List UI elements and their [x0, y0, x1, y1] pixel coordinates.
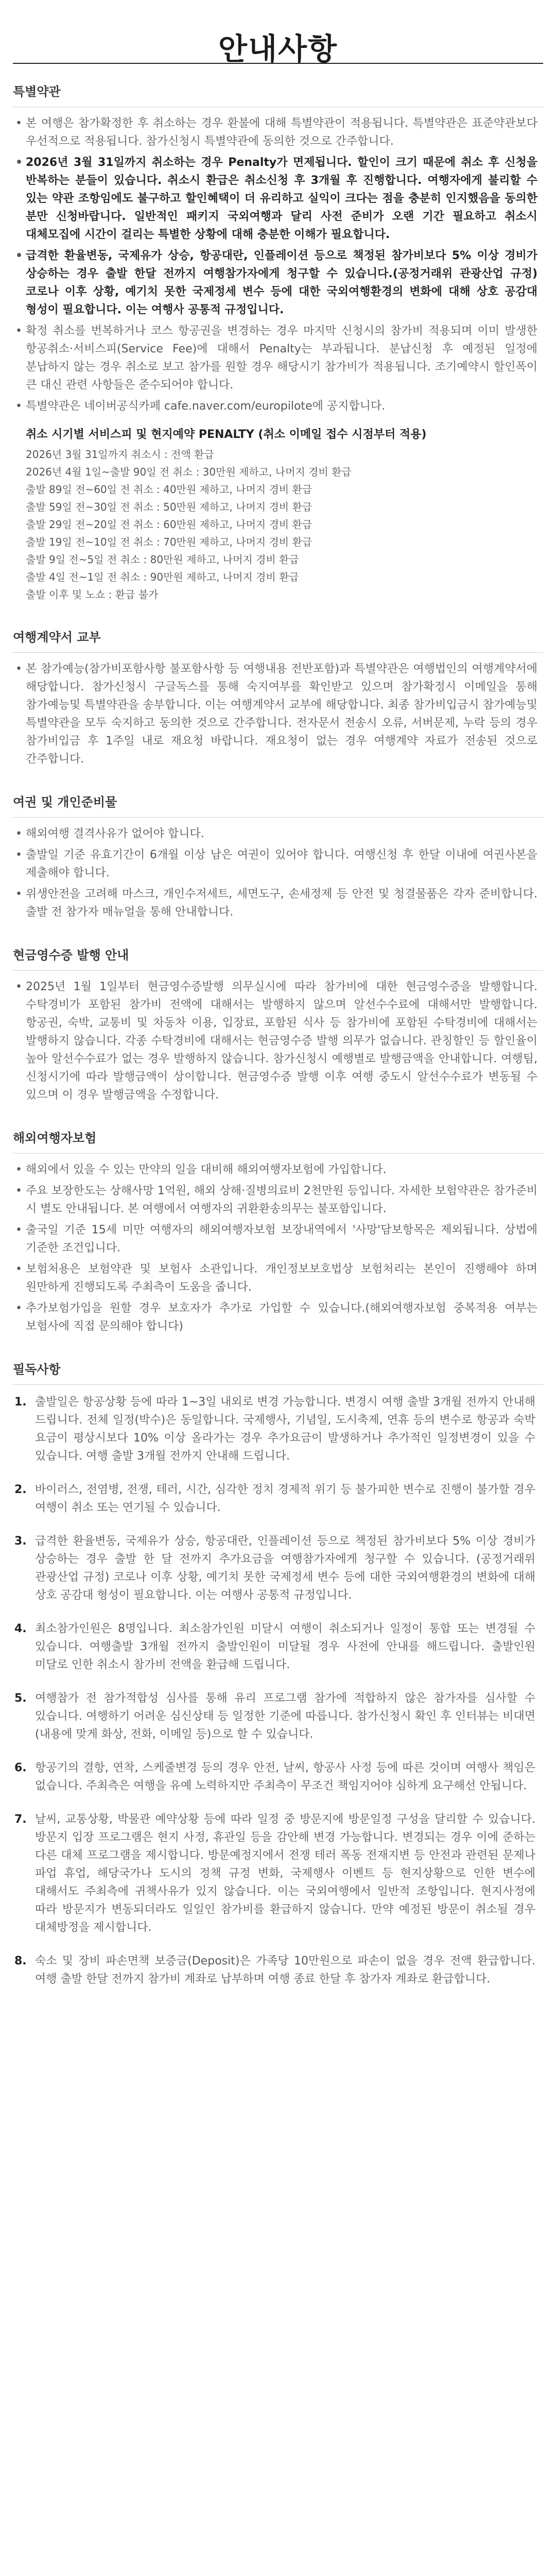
numbered-item [14, 1532, 535, 1604]
list-item: • 보험처용은 보험약관 및 보험사 소관입니다. 개인정보보호법상 보험처리는 본인이 진행해야 하며 원만하게 진행되도록 주최측이 도움을 줍니다. [26, 1260, 537, 1296]
list-item: • 출발일 기준 유효기간이 6개월 이상 남은 여권이 있어야 합니다. 여행신청 후 한달 이내에 여권사본을 제출해야 합니다. [26, 846, 537, 882]
must-read-list [0, 1393, 556, 1988]
list-item: • 해외에서 있을 수 있는 만약의 일을 대비해 해외여행자보험에 가입합니다. [26, 1161, 537, 1179]
penalty-row: 2026년 3월 31일까지 취소시 : 전액 환급 [26, 448, 214, 461]
list-item: • 2026년 3월 31일까지 취소하는 경우 Penalty가 면제됩니다. 할인이 크기 때문에 취소 후 신청을 반복하는 분들이 있습니다. 취소시 환급은 취소신청 후 3개월 후 진행합니다. 여행자에게 불리할 수 있는 약관 조항임에도 불구하고 할인혜택이 더 유리하고 실익이 크다는 점을 충분히 인지했음을 동의한 분만 신청바랍니다. 일반적인 패키지 국외여행과 달리 사전 준비가 오랜 기간 필요하고 취소시 대체모집에 시간이 걸리는 특별한 상황에 대해 충분한 이해가 필요합니다. [26, 154, 537, 244]
section-title-must-read: 필독사항 [13, 1362, 61, 1377]
list-item: • 확정 취소를 번복하거나 코스 항공권을 변경하는 경우 마지막 신청시의 참가비 적용되며 이미 발생한 항공취소·서비스피(Service Fee)에 대해서 Penalty는 부과됩니다. 분납신청 후 예정된 일정에 분납하지 않는 경우 취소로 보고 참가를 원할 경우 해당시기 참가비가 적용됩니다. 조기예약시 할인폭이 큰 대신 관련 사항들은 준수되어야 합니다. [26, 322, 537, 394]
list-item: • 본 참가예능(참가비포함사항 불포함사항 등 여행내용 전반포함)과 특별약관은 여행법인의 여행계약서에 해당합니다. 참가신청시 구글독스를 통해 숙지여부를 확인받고 있으며 참가확정시 이메일을 통해 참가예능및 특별약관을 송부합니다. 이는 여행계약서 교부에 해당합니다. 최종 참가비입금시 참가예능및 특별약관을 모두 숙지하고 동의한 것으로 간주합니다. 전자문서 전송시 오류, 서버문제, 누락 등의 경우 참가비입금 후 1주일 내로 재요청 바랍니다. 재요청이 없는 경우 여행계약 자료가 전송된 것으로 간주합니다. [26, 660, 537, 768]
section-title-special-terms: 특별약관 [13, 84, 61, 99]
section-title-receipt: 현금영수증 발행 안내 [13, 948, 129, 962]
list-item: • 주요 보장한도는 상해사망 1억원, 해외 상해·질병의료비 2천만원 등입니다. 자세한 보험약관은 참가준비 시 별도 안내됩니다. 본 여행에서 여행자의 귀환환송의무는 불포함입니다. [26, 1182, 537, 1218]
numbered-item [14, 1759, 535, 1795]
list-item: • 본 여행은 참가확정한 후 취소하는 경우 환불에 대해 특별약관이 적용됩니다. 특별약관은 표준약관보다 우선적으로 적용됩니다. 참가신청시 특별약관에 동의한 것으로 간주합니다. [26, 114, 537, 150]
item-number: 3. [14, 1535, 27, 1548]
item-text: 출발일은 항공상황 등에 따라 1~3일 내외로 변경 가능합니다. 변경시 여행 출발 3개월 전까지 안내해 드립니다. 전체 일정(박수)은 동일합니다. 국제행사, 기념일, 도시축제, 연휴 등의 변수로 항공과 숙박 요금이 평상시보다 10% 이상 올라가는 경우 추가요금이 발생하거나 추가적인 일정변경이 있을 수 있습니다. 여행 출발 3개월 전까지 안내해 드립니다. [35, 1396, 535, 1463]
penalty-row: 출발 89일 전~60일 전 취소 : 40만원 제하고, 나머지 경비 환급 [26, 483, 312, 496]
penalty-list [26, 446, 556, 603]
penalty-row: 출발 29일 전~20일 전 취소 : 60만원 제하고, 나머지 경비 환급 [26, 518, 312, 531]
section-title-insurance: 해외여행자보험 [13, 1131, 97, 1145]
penalty-row: 2026년 4월 1일~출발 90일 전 취소 : 30만원 제하고, 나머지 경비 환급 [26, 466, 352, 478]
item-text: 급격한 환율변동, 국제유가 상승, 항공대란, 인플레이션 등으로 책정된 참가비보다 5% 이상 경비가 상승하는 경우 출발 한 달 전까지 추가요금을 여행참가자에게 청구할 수 있습니다. (공정거래위 관광산업 규정) 코로나 이후 상황, 예기치 못한 국제정세 변수 등에 대한 국외여행환경의 변화에 대해 상호 공감대 형성이 필요합니다. 이는 여행사 공통적 규정입니다. [35, 1535, 535, 1602]
penalty-row: 출발 19일 전~10일 전 취소 : 70만원 제하고, 나머지 경비 환급 [26, 536, 312, 548]
contract-list [0, 660, 556, 768]
list-item: • 출국일 기준 15세 미만 여행자의 해외여행자보험 보장내역에서 '사망'담보항목은 제외됩니다. 상법에 기준한 조건입니다. [26, 1221, 537, 1257]
penalty-row: 출발 이후 및 노쇼 : 환급 불가 [26, 588, 159, 601]
section-divider [13, 1384, 543, 1385]
item-number: 5. [14, 1692, 27, 1705]
penalty-table-title: 취소 시기별 서비스피 및 현지예약 PENALTY (취소 이메일 접수 시점부터 적용) [26, 428, 427, 441]
list-item: • 특별약관은 네이버공식카페 cafe.naver.com/europilote에 공지합니다. [26, 397, 537, 415]
item-number: 7. [14, 1813, 27, 1826]
receipt-list [0, 978, 556, 1104]
passport-list [0, 825, 556, 921]
item-text: 여행참가 전 참가적합성 심사를 통해 유리 프로그램 참가에 적합하지 않은 참가자를 심사할 수 있습니다. 여행하기 어려운 심신상태 등 일정한 기준에 따릅니다. 참가신청시 확인 후 인터뷰는 비대면(내용에 맞게 화상, 전화, 이메일 등)으로 할 수 있습니다. [35, 1692, 535, 1741]
item-text: 날씨, 교통상황, 박물관 예약상황 등에 따라 일정 중 방문지에 방문일정 구성을 달리할 수 있습니다. 방문지 입장 프로그램은 현지 사정, 휴관일 등을 감안해 변경 가능합니다. 변경되는 경우 이에 준하는 다른 대체 프로그램을 제시합니다. 방문예정지에서 전쟁 테러 폭동 전재지변 등 안전과 관련된 문제나 파업 휴업, 해당국가나 도시의 정책 규정 변화, 국제행사 이벤트 등 현지상황으로 인한 변수에 대해서도 주최측에 귀책사유가 있지 않습니다. 이는 국외여행에서 일반적 조항입니다. 현지사정에 따라 방문지가 변동되더라도 일일인 참가비를 환급하지 않습니다. 만약 예정된 방문이 취소될 경우 대체방정을 제시합니다. [35, 1813, 535, 1934]
penalty-row: 출발 9일 전~5일 전 취소 : 80만원 제하고, 나머지 경비 환급 [26, 553, 299, 566]
item-text: 최소참가인원은 8명입니다. 최소참가인원 미달시 여행이 취소되거나 일정이 통합 또는 변경될 수 있습니다. 여행출발 3개월 전까지 출발인원이 미달될 경우 사전에 안내를 해드립니다. 출발인원 미달로 인한 취소시 참가비 전액을 환급해 드립니다. [35, 1622, 535, 1671]
item-text: 숙소 및 장비 파손면책 보증금(Deposit)은 가족당 10만원으로 파손이 없을 경우 전액 환급합니다. 여행 출발 한달 전까지 참가비 계좌로 납부하며 여행 종료 한달 후 참가자 계좌로 환급합니다. [35, 1955, 535, 1986]
section-title-passport: 여권 및 개인준비물 [13, 795, 117, 809]
numbered-item [14, 1689, 535, 1743]
item-number: 1. [14, 1396, 27, 1409]
list-item: • 2025년 1월 1일부터 현금영수증발행 의무실시에 따라 참가비에 대한 현금영수증을 발행합니다. 수탁경비가 포함된 참가비 전액에 대해서는 발행하지 않으며 알선수수료에 대해서만 발행합니다. 항공권, 숙박, 교통비 및 차동차 이용, 입장료, 포함된 식사 등 참가비에 포함된 수탁경비에 대해서는 발행하지 않습니다. 각종 수탁경비에 대해서는 현금영수증 발행 의무가 없습니다. 관칭할인 등 할인율이 높아 알선수수료가 없는 경우 발행하지 않습니다. 참가신청시 예행별로 발행금액을 안내합니다. 여행팀, 신청시기에 따라 발행금액이 상이합니다. 현금영수증 발행 이후 여행 중도시 알선수수료가 변동될 수 있으며 이 경우 발행금액을 수정합니다. [26, 978, 537, 1104]
section-title-contract: 여행계약서 교부 [13, 630, 101, 645]
penalty-row: 출발 59일 전~30일 전 취소 : 50만원 제하고, 나머지 경비 환급 [26, 501, 312, 513]
numbered-item [14, 1620, 535, 1674]
list-item: • 위생안전을 고려해 마스크, 개인수저세트, 세면도구, 손세정제 등 안전 및 청결물품은 각자 준비합니다. 출발 전 참가자 매뉴얼을 통해 안내합니다. [26, 885, 537, 921]
numbered-item [14, 1810, 535, 1937]
section-divider [13, 652, 543, 653]
list-item: • 해외여행 결격사유가 없어야 합니다. [26, 825, 537, 843]
penalty-row: 출발 4일 전~1일 전 취소 : 90만원 제하고, 나머지 경비 환급 [26, 571, 299, 583]
section-divider [13, 1153, 543, 1154]
section-divider [13, 817, 543, 818]
list-item: • 추가보험가입을 원할 경우 보호자가 추가로 가입할 수 있습니다.(해외여행자보험 중복적용 여부는 보험사에 직접 문의해야 합니다) [26, 1299, 537, 1335]
special-terms-list [0, 114, 556, 415]
item-number: 8. [14, 1955, 27, 1968]
section-divider [13, 970, 543, 971]
numbered-item [14, 1952, 535, 1988]
item-text: 항공기의 결항, 연착, 스케줄변경 등의 경우 안전, 날씨, 항공사 사정 등에 따른 것이며 여행사 책임은 없습니다. 주최측은 여행을 유예 노력하지만 주최측이 무조건 책임지어야 심하게 요구해선 안됩니다. [35, 1761, 535, 1792]
item-text: 바이러스, 전염병, 전쟁, 테러, 시간, 심각한 정치 경제적 위기 등 불가피한 변수로 진행이 불가할 경우 여행이 취소 또는 연기될 수 있습니다. [35, 1483, 535, 1514]
numbered-item [14, 1481, 535, 1517]
list-item: • 급격한 환율변동, 국제유가 상승, 항공대란, 인플레이션 등으로 책정된 참가비보다 5% 이상 경비가 상승하는 경우 출발 한달 전까지 여행참가자에게 청구할 수 있습니다.(공정거래위 관광산업 규정) 코로나 이후 상황, 예기치 못한 국제정세 변수 등에 대한 국외여행환경의 변화에 대해 상호 공감대 형성이 필요합니다. 이는 여행사 공통적 규정입니다. [26, 247, 537, 319]
item-number: 2. [14, 1483, 27, 1496]
numbered-item [14, 1393, 535, 1465]
item-number: 4. [14, 1622, 27, 1635]
insurance-list [0, 1161, 556, 1335]
item-number: 6. [14, 1761, 27, 1774]
page-title: 안내사항 [218, 31, 338, 66]
